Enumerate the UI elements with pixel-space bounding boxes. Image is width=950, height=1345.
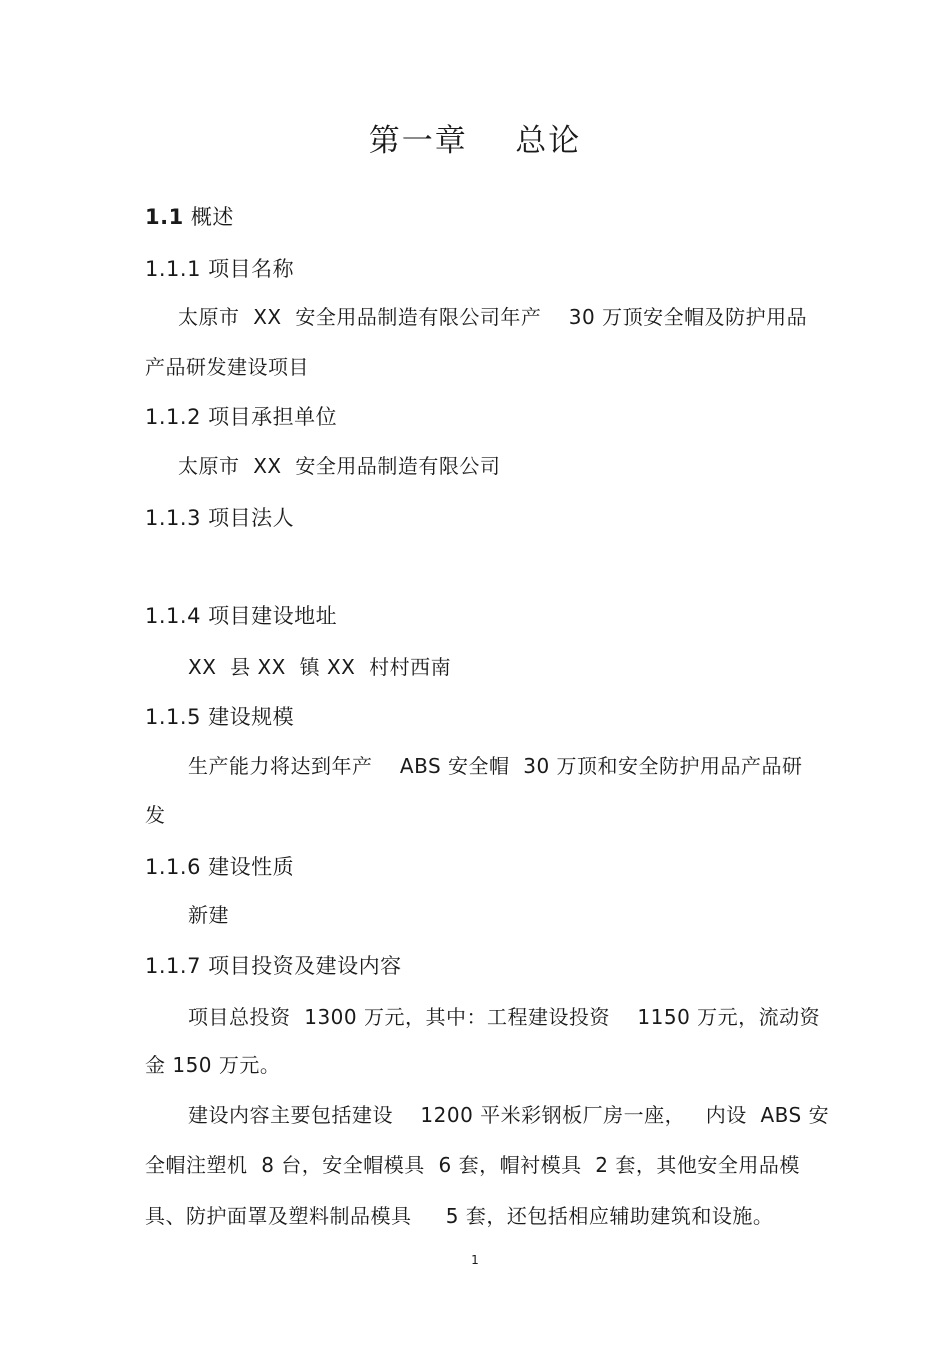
paragraph-line: 新建 [188, 903, 229, 927]
paragraph-line: 项目总投资 1300 万元，其中：工程建设投资 1150 万元，流动资 [188, 1005, 821, 1029]
section-number: 1.1 [145, 205, 184, 229]
paragraph-line: 发 [145, 803, 166, 827]
paragraph-line: 全帽注塑机 8 台，安全帽模具 6 套，帽衬模具 2 套，其他安全用品模 [145, 1153, 800, 1177]
section-heading-1-1 [145, 207, 234, 228]
heading-1-1-5: 1.1.5 建设规模 [145, 705, 295, 729]
heading-1-1-4: 1.1.4 项目建设地址 [145, 604, 338, 628]
chapter-title: 第一章 总论 [368, 123, 582, 159]
paragraph-line: 产品研发建设项目 [145, 355, 309, 379]
paragraph-line: 太原市 XX 安全用品制造有限公司 [178, 454, 501, 478]
heading-1-1-1: 1.1.1 项目名称 [145, 257, 295, 281]
section-title: 概述 [190, 205, 234, 229]
heading-1-1-6: 1.1.6 建设性质 [145, 855, 295, 879]
paragraph-line: 具、防护面罩及塑料制品模具 5 套，还包括相应辅助建筑和设施。 [145, 1204, 774, 1228]
paragraph-line: 生产能力将达到年产 ABS 安全帽 30 万顶和安全防护用品产品研 [188, 754, 803, 778]
heading-1-1-2: 1.1.2 项目承担单位 [145, 405, 338, 429]
paragraph-line: XX 县 XX 镇 XX 村村西南 [188, 655, 452, 679]
paragraph-line: 金 150 万元。 [145, 1053, 281, 1077]
page-number: 1 [471, 1253, 479, 1267]
heading-1-1-7: 1.1.7 项目投资及建设内容 [145, 954, 402, 978]
paragraph-line: 太原市 XX 安全用品制造有限公司年产 30 万顶安全帽及防护用品 [178, 305, 808, 329]
heading-1-1-3: 1.1.3 项目法人 [145, 506, 295, 530]
paragraph-line: 建设内容主要包括建设 1200 平米彩钢板厂房一座， 内设 ABS 安 [188, 1103, 830, 1127]
